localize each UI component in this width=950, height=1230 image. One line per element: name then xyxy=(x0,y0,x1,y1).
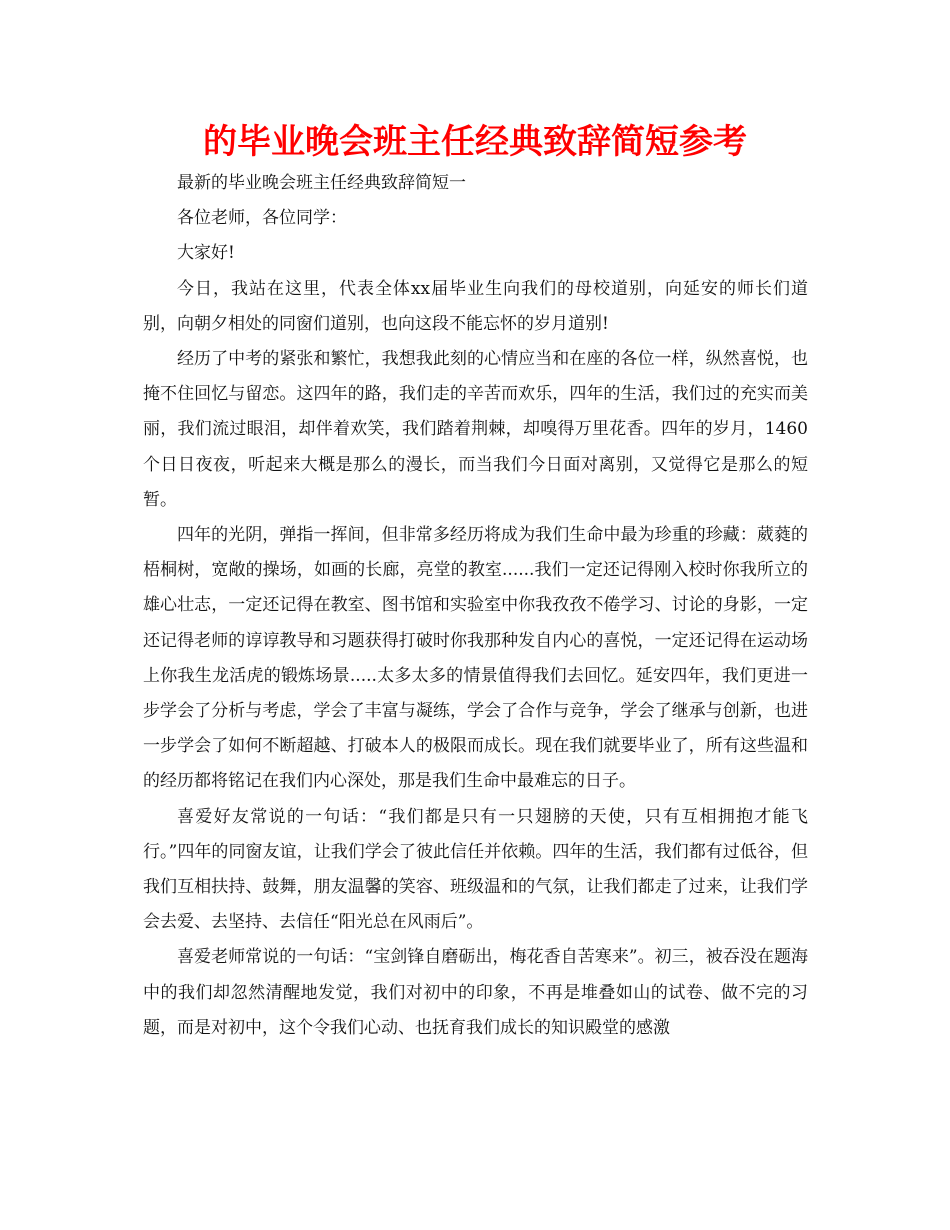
paragraph-subtitle: 最新的毕业晚会班主任经典致辞简短一 xyxy=(177,173,466,193)
paragraph-experience: 经历了中考的紧张和繁忙，我想我此刻的心情应当和在座的各位一样，纵然喜悦，也掩不住回忆与留恋。这四年的路，我们走的辛苦而欢乐，四年的生活，我们过的充实而美丽，我们流过眼泪，却伴着欢笑，我们踏着荆棘，却嗅得万里花香。四年的岁月，1460个日日夜夜，听起来大概是那么的漫长，而当我们今日面对离别，又觉得它是那么的短暂。 xyxy=(143,349,808,510)
paragraph-teacher-saying: 喜爱老师常说的一句话：“宝剑锋自磨砺出，梅花香自苦寒来”。初三，被吞没在题海中的我们却忽然清醒地发觉，我们对初中的印象，不再是堆叠如山的试卷、做不完的习题，而是对初中，这个令我们心动、也抚育我们成长的知识殿堂的感激 xyxy=(143,947,808,1038)
paragraph-greeting: 大家好! xyxy=(177,243,235,264)
paragraph-memories: 四年的光阴，弹指一挥间，但非常多经历将成为我们生命中最为珍重的珍藏：葳蕤的梧桐树，宽敞的操场，如画的长廊，亮堂的教室......我们一定还记得刚入校时你我所立的雄心壮志，一定还记得在教室、图书馆和实验室中你我孜孜不倦学习、讨论的身影，一定还记得老师的谆谆教导和习题获得打破时你我那种发自内心的喜悦，一定还记得在运动场上你我生龙活虎的锻炼场景.....太多太多的情景值得我们去回忆。延安四年，我们更进一步学会了分析与考虑，学会了丰富与凝练，学会了合作与竞争，学会了继承与创新，也进一步学会了如何不断超越、打破本人的极限而成长。现在我们就要毕业了，所有这些温和的经历都将铭记在我们内心深处，那是我们生命中最难忘的日子。 xyxy=(143,525,808,792)
paragraph-friendship: 喜爱好友常说的一句话：“我们都是只有一只翅膀的天使，只有互相拥抱才能飞行。”四年的同窗友谊，让我们学会了彼此信任并依赖。四年的生活，我们都有过低谷，但我们互相扶持、鼓舞，朋友温馨的笑容、班级温和的气氛，让我们都走了过来，让我们学会去爱、去坚持、去信任“阳光总在风雨后”。 xyxy=(143,806,808,933)
document-body xyxy=(143,166,808,1046)
paragraph-farewell: 今日，我站在这里，代表全体xx届毕业生向我们的母校道别，向延安的师长们道别，向朝夕相处的同窗们道别，也向这段不能忘怀的岁月道别! xyxy=(143,278,808,334)
document-title: 的毕业晚会班主任经典致辞简短参考 xyxy=(203,122,747,162)
paragraph-salutation: 各位老师，各位同学： xyxy=(177,208,347,229)
